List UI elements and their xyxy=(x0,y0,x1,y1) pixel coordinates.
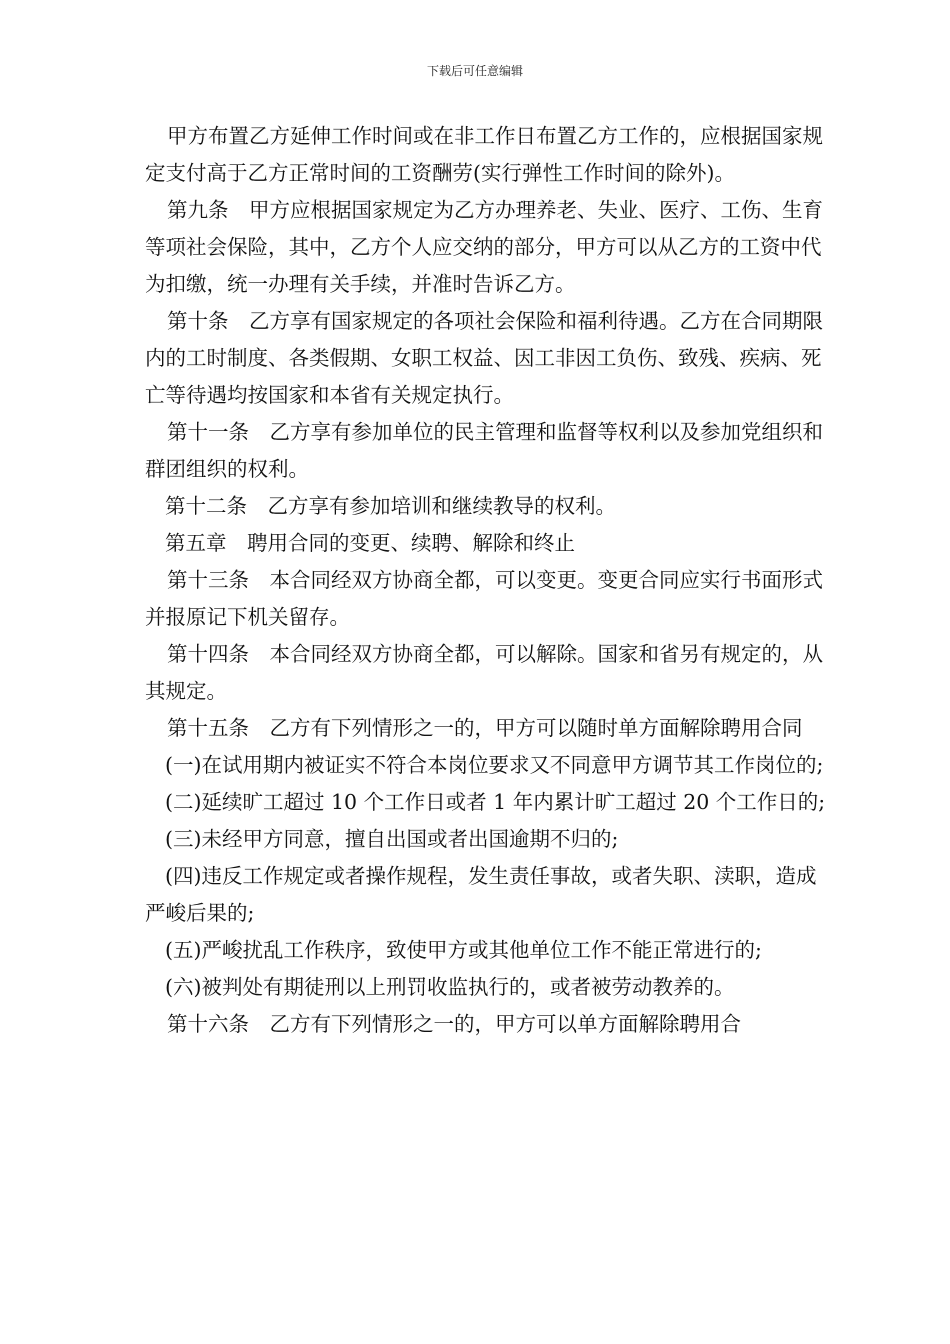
article-14: 第十四条 本合同经双方协商全都，可以解除。国家和省另有规定的，从其规定。 xyxy=(145,642,823,703)
article-11: 第十一条 乙方享有参加单位的民主管理和监督等权利以及参加党组织和群团组织的权利。 xyxy=(145,420,823,481)
article-16: 第十六条 乙方有下列情形之一的，甲方可以单方面解除聘用合 xyxy=(167,1012,741,1036)
clause-item-3: (三)未经甲方同意，擅自出国或者出国逾期不归的; xyxy=(165,827,619,851)
clause-item-5: (五)严峻扰乱工作秩序，致使甲方或其他单位工作不能正常进行的; xyxy=(165,938,762,962)
clause-item-6: (六)被判处有期徒刑以上刑罚收监执行的，或者被劳动教养的。 xyxy=(165,975,735,999)
article-10: 第十条 乙方享有国家规定的各项社会保险和福利待遇。乙方在合同期限内的工时制度、各类假期、女职工权益、因工非因工负伤、致残、疾病、死亡等待遇均按国家和本省有关规定执行。 xyxy=(145,309,823,407)
clause-item-2: (二)延续旷工超过 10 个工作日或者 1 年内累计旷工超过 20 个工作日的; xyxy=(165,790,826,814)
chapter-5-heading: 第五章 聘用合同的变更、续聘、解除和终止 xyxy=(165,531,575,555)
article-13: 第十三条 本合同经双方协商全都，可以变更。变更合同应实行书面形式并报原记下机关留存。 xyxy=(145,568,823,629)
page-header: 下载后可任意编辑 xyxy=(426,64,523,78)
clause-item-1: (一)在试用期内被证实不符合本岗位要求又不同意甲方调节其工作岗位的; xyxy=(165,753,824,777)
article-9: 第九条 甲方应根据国家规定为乙方办理养老、失业、医疗、工伤、生育等项社会保险，其中，乙方个人应交纳的部分，甲方可以从乙方的工资中代为扣缴，统一办理有关手续，并准时告诉乙方。 xyxy=(145,198,823,296)
document-body xyxy=(145,118,835,1043)
article-15: 第十五条 乙方有下列情形之一的，甲方可以随时单方面解除聘用合同 xyxy=(167,716,803,740)
article-12: 第十二条 乙方享有参加培训和继续教导的权利。 xyxy=(165,494,616,518)
paragraph-overtime-pay: 甲方布置乙方延伸工作时间或在非工作日布置乙方工作的，应根据国家规定支付高于乙方正常时间的工资酬劳(实行弹性工作时间的除外)。 xyxy=(145,124,823,185)
clause-item-4: (四)违反工作规定或者操作规程，发生责任事故，或者失职、渎职，造成严峻后果的; xyxy=(145,864,817,925)
